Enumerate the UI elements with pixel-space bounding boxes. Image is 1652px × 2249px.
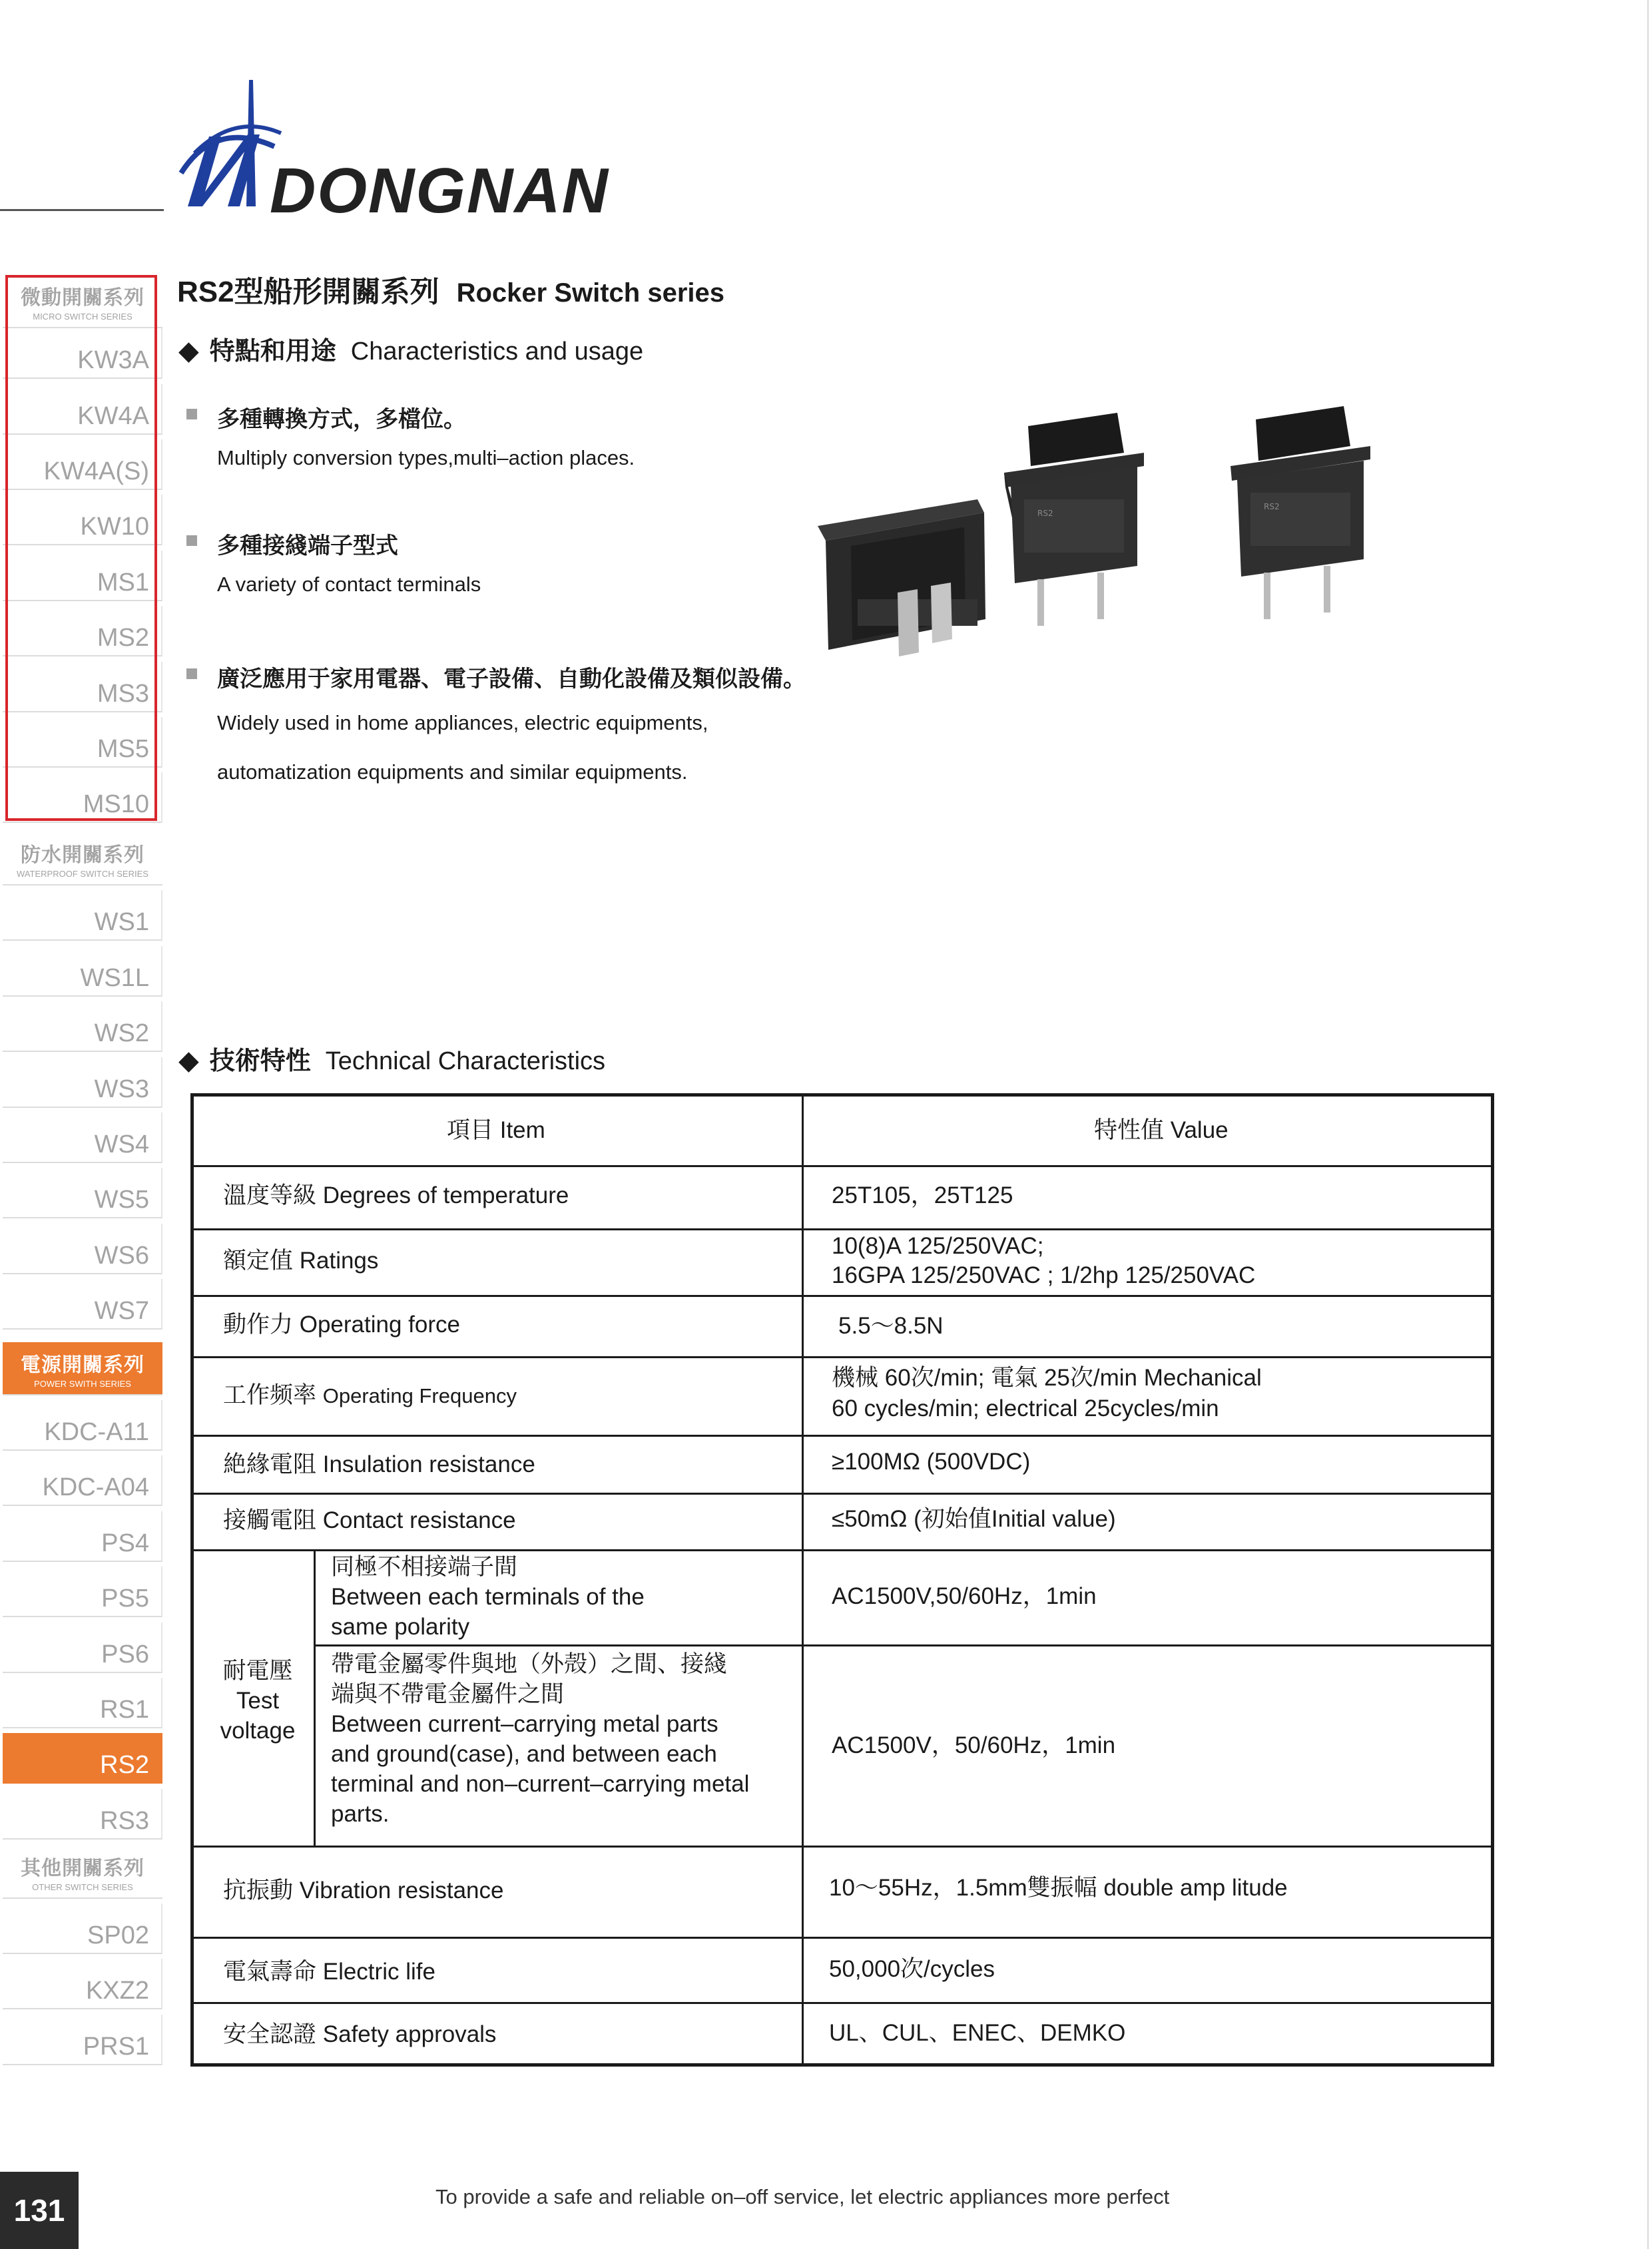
switch-middle [1004, 413, 1144, 626]
test-voltage-sub2-desc [331, 1649, 749, 1829]
sidebar-item-ws1l[interactable]: WS1L [3, 946, 162, 997]
test-voltage-sub2-desc-line: terminal and non–current–carrying metal [331, 1771, 750, 1797]
table-rule [194, 2002, 1491, 2004]
sidebar-item-kxz2[interactable]: KXZ2 [3, 1959, 162, 2009]
row-safety-item: 安全認證 Safety approvals [223, 2021, 497, 2047]
row-temperature-value: 25T105，25T125 [832, 1182, 1013, 1208]
sidebar-item-ps4[interactable]: PS4 [3, 1511, 162, 1562]
row-frequency-item-cn: 工作频率 [223, 1382, 323, 1408]
test-voltage-label-en-2: voltage [220, 1718, 296, 1744]
sidebar-item-ps6[interactable]: PS6 [3, 1623, 162, 1673]
table-rule [314, 1644, 1491, 1646]
feature-3-en-line1: Widely used in home appliances, electric equipments, [217, 711, 708, 734]
table-rule [194, 1356, 1491, 1358]
row-insulation-value: ≥100MΩ (500VDC) [832, 1449, 1031, 1475]
row-electric-life-item: 電氣壽命 Electric life [223, 1959, 435, 1985]
row-frequency-value-1: 機械 60次/min; 電氣 25次/min Mechanical [832, 1365, 1262, 1391]
footer-tagline: To provide a safe and reliable on–off service, let electric appliances more perfect [435, 2185, 1170, 2208]
feature-3-en-line2: automatization equipments and similar equipments. [217, 760, 688, 784]
row-vibration-item: 抗振動 Vibration resistance [223, 1877, 504, 1903]
test-voltage-sub1-value: AC1500V,50/60Hz，1min [832, 1583, 1097, 1609]
sidebar-item-rs2[interactable]: RS2 [3, 1733, 162, 1784]
header-rule [0, 209, 164, 211]
feature-1-en: Multiply conversion types,multi–action places. [217, 446, 635, 469]
test-voltage-sub1-desc [331, 1552, 645, 1642]
row-ratings-value-1: 10(8)A 125/250VAC; [832, 1233, 1044, 1259]
title-cn: RS2型船形開關系列 [177, 276, 439, 308]
technical-characteristics-table [190, 1093, 1494, 2067]
sidebar-item-kw4a[interactable]: KW4A [3, 384, 162, 435]
table-rule [194, 1493, 1491, 1495]
feature-3-cn: 廣泛應用于家用電器、電子設備、自動化設備及類似設備。 [217, 666, 806, 692]
sidebar-item-sp02[interactable]: SP02 [3, 1903, 162, 1954]
svg-text:RS2: RS2 [1264, 502, 1280, 511]
section-technical-heading [178, 1040, 605, 1077]
title-en: Rocker Switch series [456, 278, 725, 308]
feature-2-en: A variety of contact terminals [217, 573, 481, 596]
section-characteristics-heading [178, 330, 643, 367]
sidebar-item-ws4[interactable]: WS4 [3, 1113, 162, 1163]
svg-text:RS2: RS2 [1037, 509, 1053, 518]
sidebar-item-ms10[interactable]: MS10 [3, 772, 162, 823]
section-heading-en: Technical Characteristics [325, 1047, 606, 1075]
sidebar-group-sublabel: WATERPROOF SWITCH SERIES [17, 868, 148, 879]
rocker-switch-product-image [811, 399, 1450, 679]
test-voltage-sub1-desc-line: Between each terminals of the [331, 1584, 645, 1610]
table-rule [194, 1228, 1491, 1230]
table-rule [194, 1295, 1491, 1297]
sidebar-item-kw10[interactable]: KW10 [3, 495, 162, 545]
table-rule [194, 1165, 1491, 1167]
sidebar-group-label: 其他開關系列 [21, 1857, 144, 1879]
sidebar-group-label: 微動開關系列 [21, 286, 144, 309]
table-rule [194, 1937, 1491, 1939]
sidebar-item-ms3[interactable]: MS3 [3, 662, 162, 712]
row-operating-force-item: 動作力 Operating force [223, 1312, 460, 1338]
sidebar-item-ws6[interactable]: WS6 [3, 1224, 162, 1274]
test-voltage-sub2-desc-line: 端與不帶電金屬件之間 [331, 1681, 565, 1707]
table-column-divider [802, 1097, 804, 2063]
row-insulation-item: 絶緣電阻 Insulation resistance [223, 1451, 535, 1477]
sidebar-item-kw4a-s[interactable]: KW4A(S) [3, 439, 162, 490]
sidebar-item-ms1[interactable]: MS1 [3, 551, 162, 601]
table-rule [194, 1435, 1491, 1437]
sidebar-group-power[interactable] [3, 1342, 162, 1395]
table-header-value: 特性值 Value [1094, 1117, 1229, 1143]
test-voltage-sub2-value: AC1500V，50/60Hz，1min [832, 1732, 1116, 1758]
test-voltage-sub1-desc-line: same polarity [331, 1614, 470, 1640]
sidebar-item-kw3a[interactable]: KW3A [3, 328, 162, 379]
sidebar-item-ws2[interactable]: WS2 [3, 1001, 162, 1052]
row-electric-life-value: 50,000次/cycles [829, 1956, 995, 1982]
square-bullet-icon [186, 668, 197, 679]
row-frequency-item [223, 1380, 517, 1411]
page-number: 131 [0, 2172, 79, 2249]
square-bullet-icon [186, 409, 197, 419]
sidebar-item-kdc-a11[interactable]: KDC-A11 [3, 1400, 162, 1451]
row-contact-resistance-value: ≤50mΩ (初始值Initial value) [832, 1506, 1116, 1532]
test-voltage-sub2-desc-line: Between current–carrying metal parts [331, 1711, 718, 1737]
test-voltage-label-en-1: Test [236, 1688, 280, 1714]
feature-2-cn: 多種接綫端子型式 [217, 533, 398, 559]
sidebar-group-waterproof[interactable] [3, 832, 162, 885]
test-voltage-label-cn: 耐電壓 [222, 1658, 293, 1684]
test-voltage-sub2-desc-line: parts. [331, 1801, 390, 1827]
sidebar-group-sublabel: OTHER SWITCH SERIES [32, 1881, 133, 1892]
sidebar-item-prs1[interactable]: PRS1 [3, 2015, 162, 2065]
sidebar-item-ws1[interactable]: WS1 [3, 890, 162, 941]
row-temperature-item: 溫度等級 Degrees of temperature [223, 1182, 569, 1208]
sidebar-item-ws5[interactable]: WS5 [3, 1168, 162, 1218]
table-rule [194, 1846, 1491, 1848]
sidebar-item-rs1[interactable]: RS1 [3, 1678, 162, 1728]
test-voltage-sub2-desc-line: and ground(case), and between each [331, 1741, 717, 1767]
table-subcolumn-divider [314, 1549, 316, 1846]
sidebar-group-label: 電源開關系列 [21, 1354, 144, 1376]
feature-1-cn: 多種轉換方式，多檔位。 [217, 407, 466, 432]
row-frequency-item-en: Operating Frequency [322, 1384, 517, 1407]
row-safety-value: UL、CUL、ENEC、DEMKO [829, 2020, 1126, 2046]
sidebar-item-ws3[interactable]: WS3 [3, 1057, 162, 1108]
sidebar-group-other[interactable] [3, 1846, 162, 1899]
diamond-bullet-icon: ◆ [178, 1046, 199, 1075]
sidebar-item-ps5[interactable]: PS5 [3, 1567, 162, 1617]
row-ratings-item: 額定值 Ratings [223, 1248, 379, 1274]
row-vibration-value: 10～55Hz，1.5mm雙振幅 double amp litude [829, 1875, 1288, 1901]
sidebar-item-ws7[interactable]: WS7 [3, 1279, 162, 1330]
sidebar-group-sublabel: MICRO SWITCH SERIES [33, 311, 133, 322]
section-heading-en: Characteristics and usage [350, 338, 644, 366]
switch-rear-view [818, 499, 985, 656]
sidebar-group-label: 防水開關系列 [21, 844, 144, 866]
row-operating-force-value: 5.5～8.5N [838, 1313, 944, 1339]
test-voltage-sub2-desc-line: 帶電金屬零件與地（外殻）之間、接綫 [331, 1651, 728, 1677]
sidebar-highlight-box [5, 275, 157, 821]
table-rule [194, 1549, 1491, 1551]
sidebar-item-ms5[interactable]: MS5 [3, 717, 162, 768]
test-voltage-sub1-desc-line: 同極不相接端子間 [331, 1554, 518, 1580]
section-heading-cn: 技術特性 [209, 1047, 311, 1075]
test-voltage-label [218, 1656, 298, 1746]
sidebar-item-rs3[interactable]: RS3 [3, 1789, 162, 1840]
sidebar-item-ms2[interactable]: MS2 [3, 606, 162, 656]
row-frequency-value-2: 60 cycles/min; electrical 25cycles/min [832, 1395, 1219, 1421]
brand-name: DONGNAN [270, 155, 609, 226]
sidebar-group-sublabel: POWER SWITH SERIES [34, 1378, 131, 1389]
row-ratings-value-2: 16GPA 125/250VAC ; 1/2hp 125/250VAC [832, 1262, 1256, 1288]
sidebar-item-kdc-a04[interactable]: KDC-A04 [3, 1455, 162, 1506]
square-bullet-icon [186, 535, 197, 546]
row-contact-resistance-item: 接觸電阻 Contact resistance [223, 1507, 516, 1533]
switch-right [1231, 406, 1370, 619]
page-edge [1647, 0, 1649, 2249]
table-header-item: 項目 Item [447, 1117, 545, 1143]
page-title [177, 268, 724, 310]
diamond-bullet-icon: ◆ [178, 336, 199, 366]
section-heading-cn: 特點和用途 [209, 338, 336, 366]
